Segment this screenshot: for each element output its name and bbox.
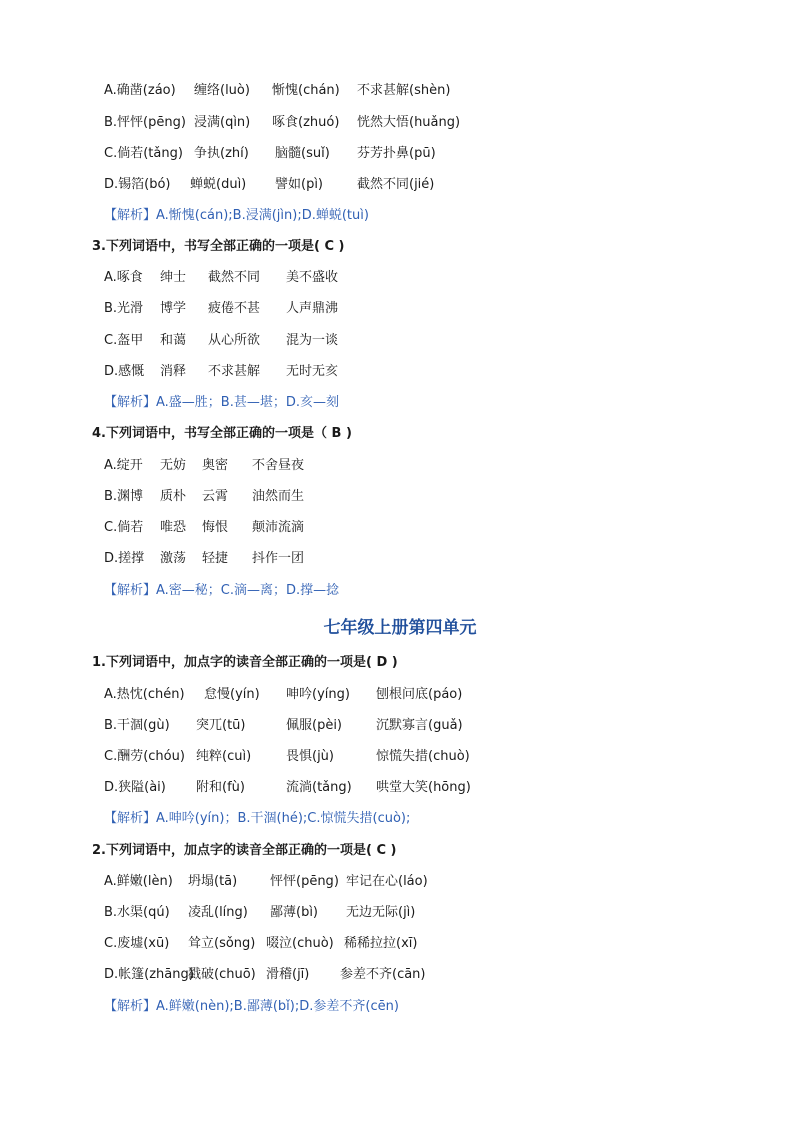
option-word: A.啄食 [104,270,143,285]
option-word: 抖作一团 [252,551,305,566]
analysis-text: 【解析】A.鲜嫩(nèn);B.鄙薄(bǐ);D.参差不齐(cēn) [104,999,399,1014]
option-word: 佩服(pèi) [286,718,343,733]
option-word: 无边无际(jì) [346,905,416,920]
option-word: 云霄 [202,489,229,504]
option-word: 混为一谈 [286,333,339,348]
option-word: 质朴 [160,489,187,504]
option-word: 争执(zhí) [194,146,249,161]
option-word: B.渊博 [104,489,144,504]
option-word: C.酬劳(chóu) [104,749,185,764]
option-word: 牢记在心(láo) [346,874,428,889]
option-word: 啄食(zhuó) [272,115,340,130]
option-word: 惭愧(chán) [272,83,340,98]
analysis-text: 【解析】A.呻吟(yín)；B.干涸(hé);C.惊慌失措(cuò); [104,811,411,826]
option-word: 附和(fù) [196,780,245,795]
option-word: C.废墟(xū) [104,936,170,951]
option-word: 恍然大悟(huǎng) [357,115,461,130]
option-word: 芬芳扑鼻(pū) [357,146,436,161]
question-stem: 2.下列词语中，加点字的读音全部正确的一项是( C ) [92,843,397,858]
option-word: 刨根问底(páo) [376,687,463,702]
option-word: 怦怦(pēng) [270,874,339,889]
option-word: 蝉蜕(duì) [190,177,247,192]
section-heading: 七年级上册第四单元 [323,618,477,638]
option-word: 唯恐 [160,520,187,535]
option-word: B.干涸(gù) [104,718,170,733]
analysis-text: 【解析】A.惭愧(cán);B.浸满(jìn);D.蝉蜕(tuì) [104,208,369,223]
option-word: 博学 [160,301,187,316]
option-word: 截然不同 [208,270,261,285]
option-word: 人声鼎沸 [286,301,339,316]
option-word: C.盔甲 [104,333,144,348]
option-word: B.水渠(qú) [104,905,170,920]
option-word: D.帐篷(zhāng) [104,967,194,982]
option-word: 美不盛收 [286,270,339,285]
option-word: D.感慨 [104,364,145,379]
option-word: 无妨 [160,458,187,473]
option-word: 油然而生 [252,489,305,504]
option-word: 不舍昼夜 [252,458,305,473]
option-word: 稀稀拉拉(xī) [344,936,418,951]
option-word: 无时无亥 [286,364,339,379]
option-word: 啜泣(chuò) [266,936,334,951]
option-word: 沉默寡言(guǎ) [376,718,463,733]
option-word: A.热忱(chén) [104,687,185,702]
option-word: 截然不同(jié) [357,177,435,192]
option-word: 譬如(pì) [275,177,324,192]
option-word: 消释 [160,364,187,379]
option-word: A.确凿(záo) [104,83,176,98]
option-word: 激荡 [160,551,187,566]
analysis-text: 【解析】A.盛—胜；B.甚—堪；D.亥—刻 [104,395,339,410]
option-word: 呻吟(yíng) [286,687,350,702]
option-word: 凌乱(líng) [188,905,248,920]
option-word: 从心所欲 [208,333,261,348]
option-word: 畏惧(jù) [286,749,334,764]
option-word: D.搓撑 [104,551,145,566]
option-word: C.倘若(tǎng) [104,146,183,161]
option-word: 滑稽(jī) [266,967,310,982]
option-word: B.光滑 [104,301,144,316]
option-word: 颠沛流滴 [252,520,305,535]
option-word: 轻捷 [202,551,229,566]
option-word: 哄堂大笑(hōng) [376,780,471,795]
option-word: 流淌(tǎng) [286,780,352,795]
option-word: 脑髓(suǐ) [275,146,330,161]
option-word: C.倘若 [104,520,144,535]
option-word: 惊慌失措(chuò) [376,749,470,764]
question-stem: 4.下列词语中，书写全部正确的一项是（ B ) [92,426,352,441]
option-word: A.鲜嫩(lèn) [104,874,173,889]
option-word: B.怦怦(pēng) [104,115,186,130]
option-word: 疲倦不甚 [208,301,261,316]
option-word: 纯粹(cuì) [196,749,252,764]
analysis-text: 【解析】A.密—秘；C.滴—离；D.撑—捻 [104,583,340,598]
option-word: 怠慢(yín) [204,687,260,702]
option-word: 突兀(tū) [196,718,246,733]
option-word: A.绽开 [104,458,143,473]
option-word: 参差不齐(cān) [340,967,426,982]
option-word: 坍塌(tā) [188,874,238,889]
option-word: D.锡箔(bó) [104,177,171,192]
option-word: 不求甚解 [208,364,261,379]
question-stem: 1.下列词语中，加点字的读音全部正确的一项是( D ) [92,655,398,670]
option-word: 缠络(luò) [194,83,250,98]
question-stem: 3.下列词语中，书写全部正确的一项是( C ) [92,239,345,254]
option-word: 绅士 [160,270,187,285]
option-word: 浸满(qìn) [194,115,251,130]
option-word: 悔恨 [202,520,229,535]
option-word: 鄙薄(bì) [270,905,319,920]
option-word: 奥密 [202,458,229,473]
option-word: 耸立(sǒng) [188,936,256,951]
option-word: 戳破(chuō) [188,967,256,982]
option-word: D.狭隘(ài) [104,780,166,795]
option-word: 不求甚解(shèn) [357,83,451,98]
option-word: 和蔼 [160,333,187,348]
